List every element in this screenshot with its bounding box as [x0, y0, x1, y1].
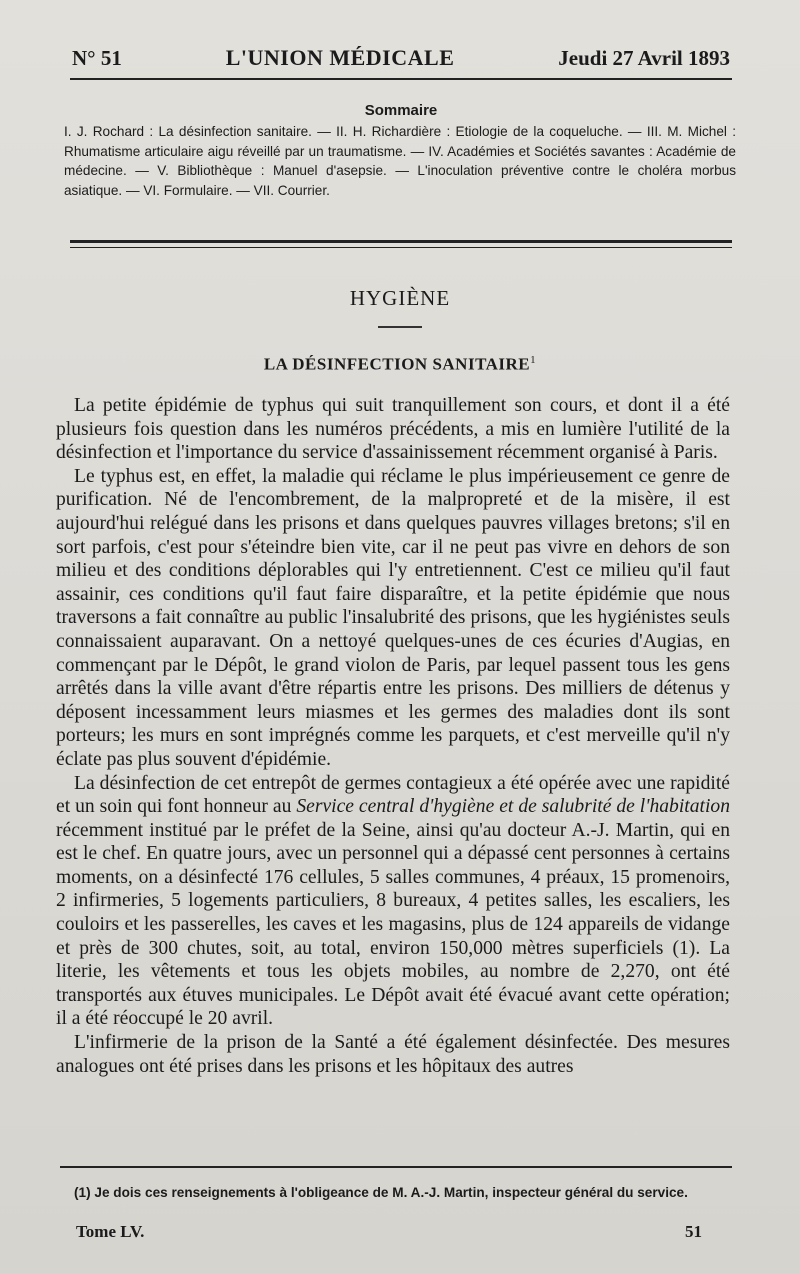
- sommaire-title: Sommaire: [364, 102, 438, 119]
- footnote-rule: [60, 1166, 732, 1168]
- volume-label: Tome LV.: [76, 1222, 145, 1241]
- article-paragraph-3: [56, 772, 730, 1032]
- footnote: (1) Je dois ces renseignements à l'obligeance de M. A.-J. Martin, inspecteur général du service.: [74, 1185, 688, 1200]
- issue-date: Jeudi 27 Avril 1893: [558, 45, 730, 70]
- paragraph-3-end: récemment institué par le préfet de la Seine, ainsi qu'au docteur A.-J. Martin, qui en est le chef. En quatre jours, avec un personnel qui a dépassé cent personnes à certains moments, on a désinfecté 176 cellules, 5 salles communes, 4 préaux, 15 promenoirs, 2 infirmeries, 5 logements particuliers, 8 bureaux, 4 petites salles, les escaliers, les couloirs et les passerelles, les caves et les magasins, plus de 124 appareils de vidange et près de 300 chutes, soit, au total, environ 150,000 mètres superficiels (1). La literie, les vêtements et tous les objets mobiles, au nombre de 2,270, ont été transportés aux étuves municipales. Le Dépôt avait été évacué avant cette opération; il a été réoccupé le 20 avril.: [56, 819, 730, 1030]
- page-number: 51: [685, 1222, 702, 1241]
- article-paragraph-1: La petite épidémie de typhus qui suit tranquillement son cours, et dont il a été plusieurs fois question dans les numéros précédents, a mis en lumière l'utilité de la désinfection et l'importance du service d'assainissement récemment organisé à Paris.: [56, 395, 730, 464]
- journal-title: L'UNION MÉDICALE: [225, 45, 455, 70]
- service-name-italic: Service central d'hygiène et de salubrité de l'habitation: [296, 796, 730, 818]
- article-title-text: LA DÉSINFECTION SANITAIRE: [263, 354, 531, 374]
- article-title-note-mark: 1: [530, 354, 537, 366]
- section-separator: [378, 326, 422, 328]
- article-paragraph-2: Le typhus est, en effet, la maladie qui réclame le plus impérieusement ce genre de purification. Né de l'encombrement, de la malpropreté et de la misère, il est aujourd'hui relégué dans les prisons et dans quelques pauvres villages bretons; s'il en sort parfois, c'est pour s'éteindre bien vite, car il ne peut pas vivre en dehors de son milieu et des conditions déplorables qui l'y entretiennent. C'est ce milieu qu'il faut assainir, ces conditions qu'il faut faire disparaître, et la petite épidémie que nous traversons a fait connaître au public l'insalubrité des prisons, que les hygiénistes seuls connaissaient auparavant. On a nettoyé quelques-unes de ces écuries d'Augias, en commençant par le Dépôt, le grand violon de Paris, par lequel passent tous les gens arrêtés dans la ville avant d'être répartis entre les prisons. Des milliers de détenus y déposent incessamment leurs miasmes et les germes des maladies dont ils sont porteurs; les murs en sont imprégnés comme les parquets, et c'est merveille qu'il n'y éclate pas plus souvent d'épidémie.: [56, 465, 730, 770]
- article-body: [56, 394, 730, 1078]
- article-title: [0, 354, 800, 375]
- page-header: [72, 40, 730, 76]
- article-paragraph-4: L'infirmerie de la prison de la Santé a été également désinfectée. Des mesures analogues ont été prises dans les prisons et les hôpitaux des autres: [56, 1032, 730, 1077]
- issue-number: N° 51: [72, 45, 122, 70]
- paragraph-3-start: La désinfection de cet entrepôt de germes contagieux a été opérée avec une rapidité et un soin qui font honneur au: [56, 772, 730, 818]
- header-rule: [70, 78, 732, 80]
- page-footer: [76, 1222, 702, 1242]
- section-title: HYGIÈNE: [349, 286, 451, 310]
- sommaire-text: I. J. Rochard : La désinfection sanitaire. — II. H. Richardière : Etiologie de la coqueluche. — III. M. Michel : Rhumatisme articulaire aigu réveillé par un traumatisme. — IV. Académies et Sociétés savantes : Académie de médecine. — V. Bibliothèque : Manuel d'asepsie. — L'inoculation préventive contre le choléra morbus asiatique. — VI. Formulaire. — VII. Courrier.: [64, 124, 736, 198]
- sommaire-rule-thick: [70, 240, 732, 243]
- sommaire-rule-thin: [70, 247, 732, 248]
